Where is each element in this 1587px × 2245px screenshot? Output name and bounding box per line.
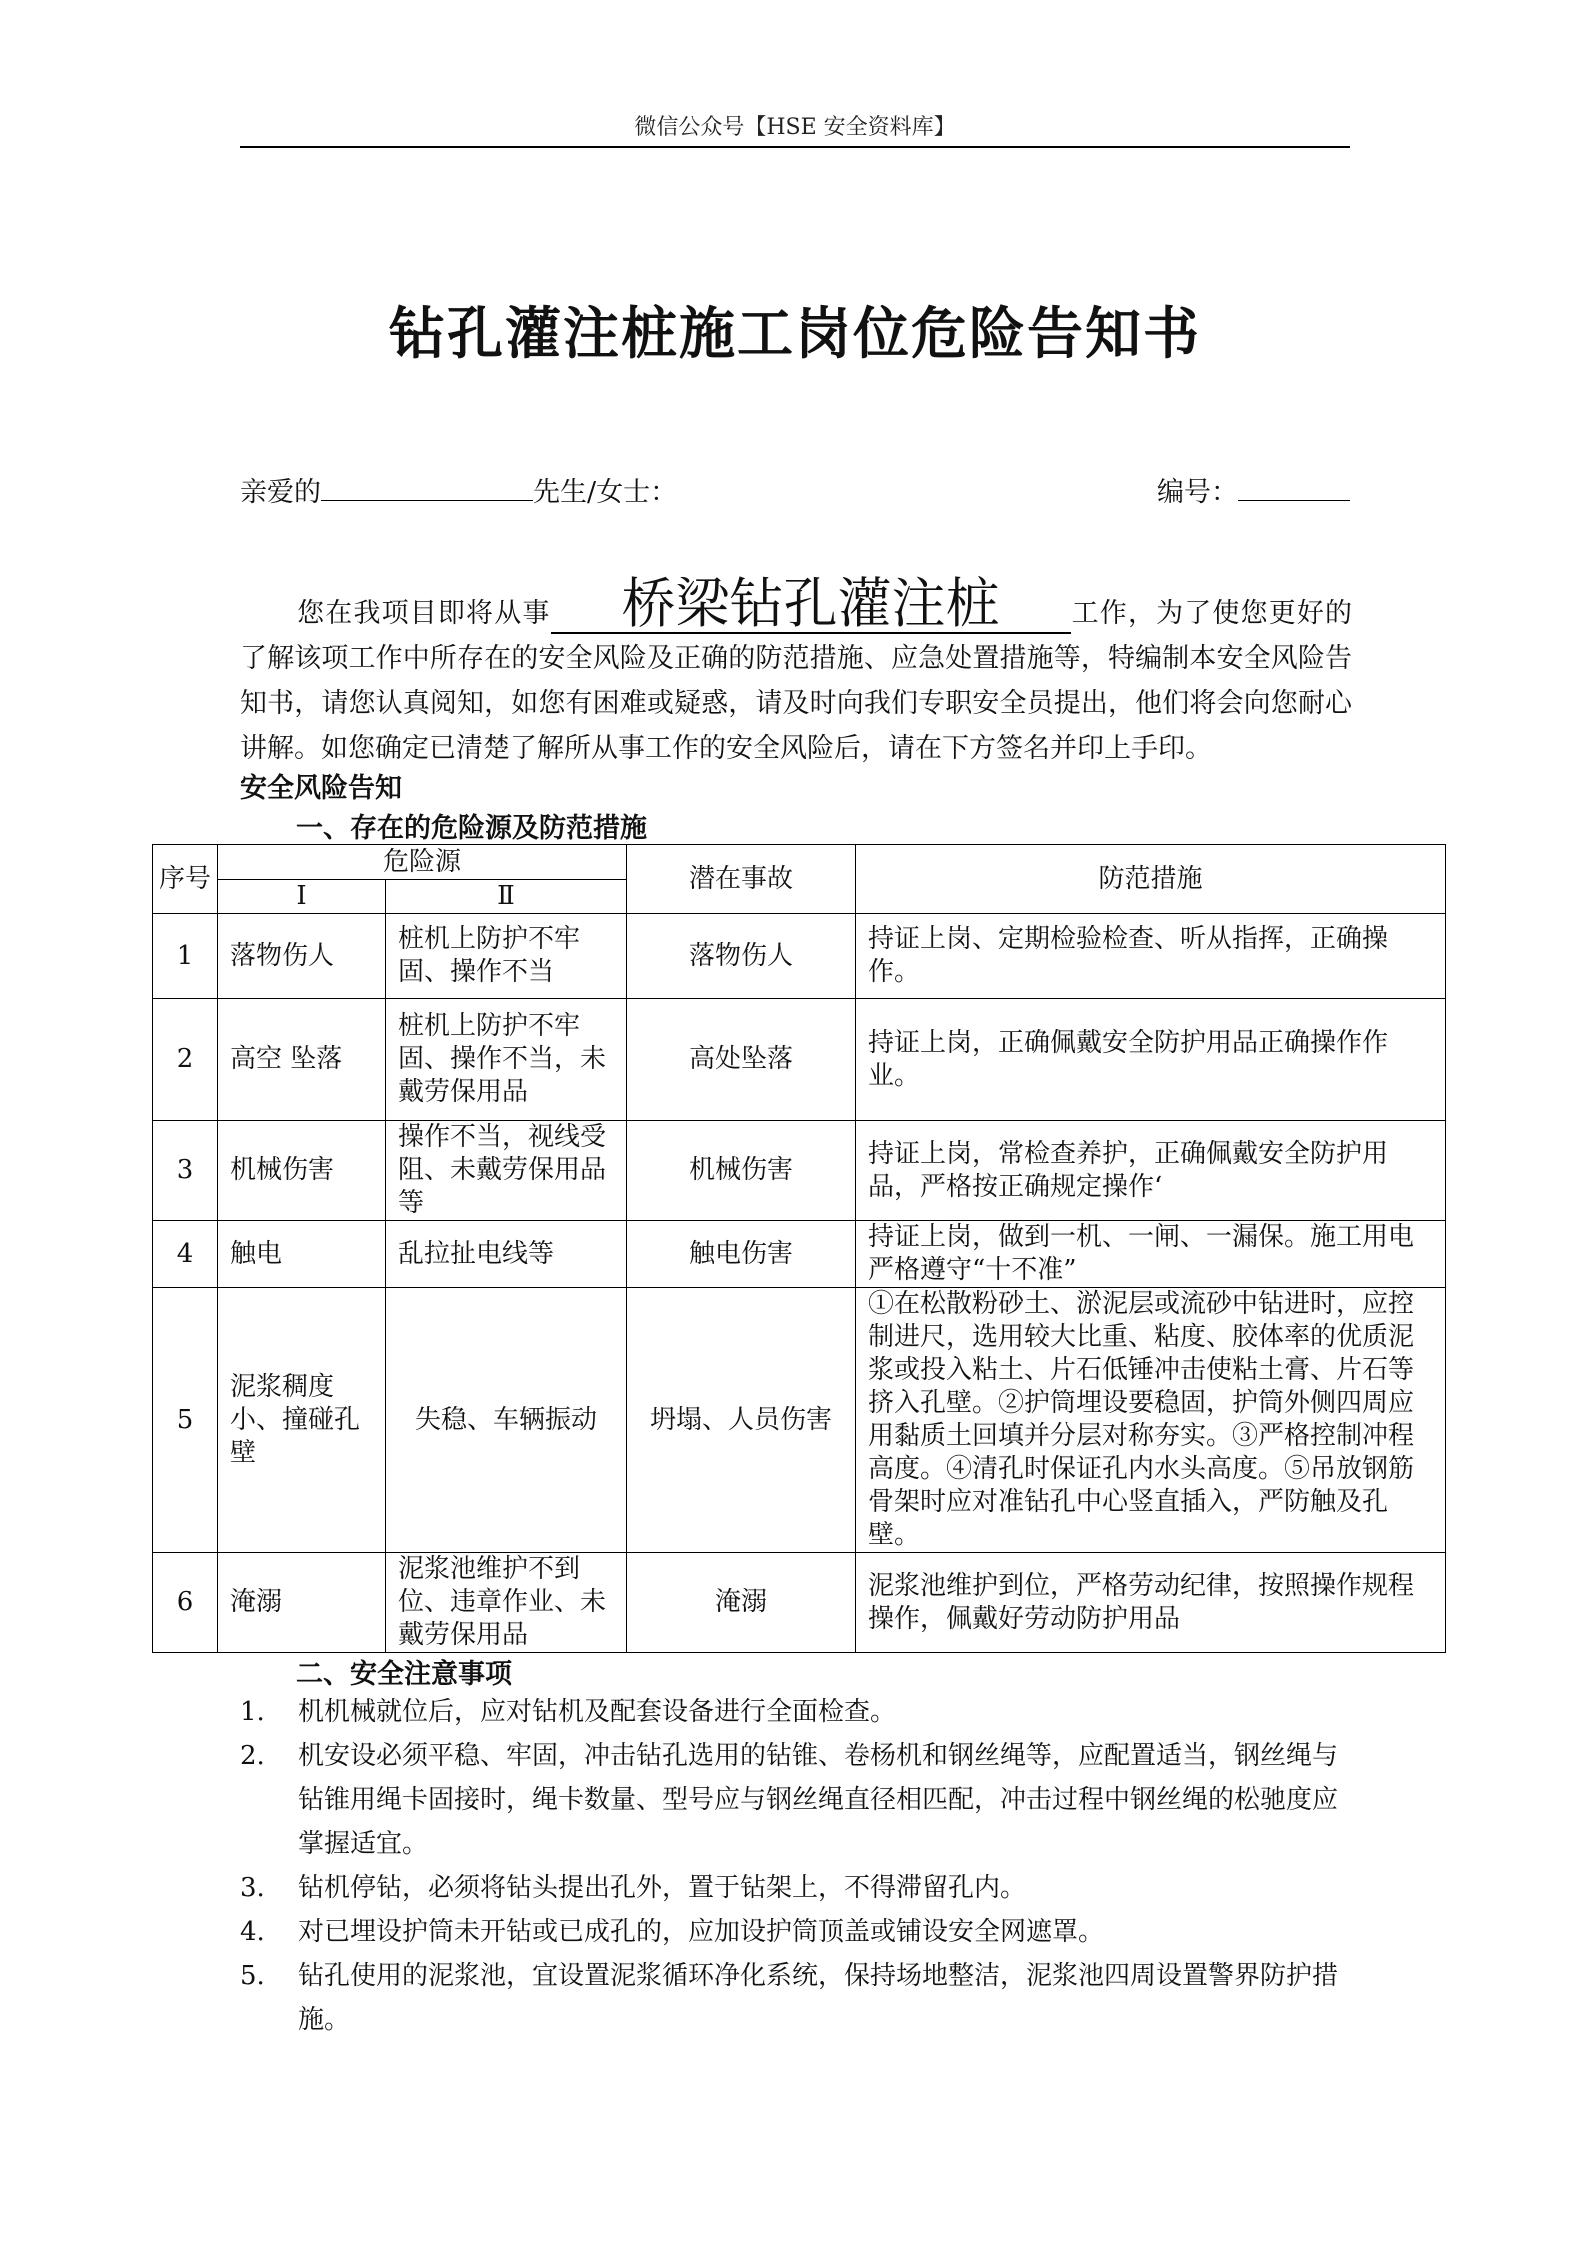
row-accident: 高处坠落 (627, 999, 856, 1121)
row-no: 3 (153, 1121, 218, 1221)
document-title: 钻孔灌注桩施工岗位危险告知书 (389, 302, 1201, 367)
header-hazard-1: Ⅰ (218, 880, 386, 914)
list-item (240, 1954, 1352, 2042)
table-row (153, 914, 1446, 999)
note-text: 机安设必须平稳、牢固，冲击钻孔选用的钻锥、卷杨机和钢丝绳等，应配置适当，钢丝绳与钻锥用绳卡固接时，绳卡数量、型号应与钢丝绳直径相匹配，冲击过程中钢丝绳的松驰度应掌握适宜。 (298, 1741, 1339, 1859)
row-measures: 泥浆池维护到位，严格劳动纪律，按照操作规程操作，佩戴好劳动防护用品 (856, 1553, 1446, 1653)
row-hazard-2: 失稳、车辆振动 (386, 1288, 627, 1553)
header-measures: 防范措施 (856, 845, 1446, 914)
note-text: 机机械就位后，应对钻机及配套设备进行全面检查。 (298, 1697, 897, 1727)
row-no: 1 (153, 914, 218, 999)
row-hazard-2: 泥浆池维护不到位、违章作业、未戴劳保用品 (386, 1553, 627, 1653)
note-text: 钻机停钻，必须将钻头提出孔外，置于钻架上，不得滞留孔内。 (298, 1873, 1027, 1903)
header-no: 序号 (153, 845, 218, 914)
table-row (153, 1553, 1446, 1653)
row-measures: 持证上岗、定期检验检查、听从指挥，正确操作。 (856, 914, 1446, 999)
row-hazard-1: 落物伤人 (218, 914, 386, 999)
row-accident: 机械伤害 (627, 1121, 856, 1221)
row-hazard-1: 高空 坠落 (218, 999, 386, 1121)
list-item (240, 1690, 1352, 1734)
list-item (240, 1734, 1352, 1866)
list-item (240, 1866, 1352, 1910)
list-item (240, 1910, 1352, 1954)
row-accident: 落物伤人 (627, 914, 856, 999)
row-hazard-2: 乱拉扯电线等 (386, 1221, 627, 1288)
intro-paragraph (240, 572, 1352, 771)
row-accident: 淹溺 (627, 1553, 856, 1653)
row-no: 6 (153, 1553, 218, 1653)
row-hazard-1: 泥浆稠度小、撞碰孔壁 (218, 1288, 386, 1553)
row-hazard-1: 淹溺 (218, 1553, 386, 1653)
note-number: 3. (240, 1873, 265, 1903)
row-measures: 持证上岗，做到一机、一闸、一漏保。施工用电严格遵守“十不准” (856, 1221, 1446, 1288)
row-no: 5 (153, 1288, 218, 1553)
job-name: 桥梁钻孔灌注桩 (551, 576, 1071, 634)
row-hazard-2: 操作不当，视线受阻、未戴劳保用品等 (386, 1121, 627, 1221)
salutation-suffix: 先生/女士： (533, 477, 678, 508)
section1-heading: 一、存在的危险源及防范措施 (296, 813, 647, 844)
row-hazard-1: 机械伤害 (218, 1121, 386, 1221)
hazard-table (152, 844, 1446, 1653)
safety-notes (240, 1690, 1352, 2042)
row-no: 4 (153, 1221, 218, 1288)
row-hazard-2: 桩机上防护不牢固、操作不当 (386, 914, 627, 999)
serial-blank (1238, 474, 1350, 501)
row-accident: 坍塌、人员伤害 (627, 1288, 856, 1553)
note-number: 2. (240, 1741, 265, 1771)
header-accident: 潜在事故 (627, 845, 856, 914)
header-hazard-2: Ⅱ (386, 880, 627, 914)
row-hazard-1: 触电 (218, 1221, 386, 1288)
row-hazard-2: 桩机上防护不牢固、操作不当，未戴劳保用品 (386, 999, 627, 1121)
section2-heading: 二、安全注意事项 (296, 1659, 512, 1690)
table-row (153, 999, 1446, 1121)
salutation (240, 470, 677, 509)
intro-before-job: 您在我项目即将从事 (296, 598, 551, 629)
header-rule (240, 146, 1350, 148)
name-blank (321, 474, 533, 501)
row-measures: 持证上岗，常检查养护，正确佩戴安全防护用品，严格按正确规定操作‘ (856, 1121, 1446, 1221)
table-row (153, 1288, 1446, 1553)
salutation-prefix: 亲爱的 (240, 477, 321, 508)
serial-number (1157, 470, 1350, 509)
intro-after-job: 工作，为了使您更好的了解该项工作中所存在的安全风险及正确的防范措施、应急处置措施等，特编制本安全风险告知书，请您认真阅知，如您有困难或疑惑，请及时向我们专职安全员提出，他们将会向您耐心讲解。如您确定已清楚了解所从事工作的安全风险后，请在下方签名并印上手印。 (240, 598, 1352, 764)
note-number: 5. (240, 1961, 265, 1991)
note-text: 钻孔使用的泥浆池，宜设置泥浆循环净化系统，保持场地整洁，泥浆池四周设置警界防护措施。 (298, 1961, 1339, 2035)
row-measures: ①在松散粉砂土、淤泥层或流砂中钻进时，应控制进尺，选用较大比重、粘度、胶体率的优质泥浆或投入粘土、片石低锤冲击使粘土膏、片石等挤入孔壁。②护筒埋设要稳固，护筒外侧四周应用黏质土回填并分层对称夯实。③严格控制冲程高度。④清孔时保证孔内水头高度。⑤吊放钢筋骨架时应对准钻孔中心竖直插入，严防触及孔壁。 (856, 1288, 1446, 1553)
page-header: 微信公众号【HSE 安全资料库】 (634, 115, 956, 140)
note-text: 对已埋设护筒未开钻或已成孔的，应加设护筒顶盖或铺设安全网遮罩。 (298, 1917, 1105, 1947)
row-no: 2 (153, 999, 218, 1121)
table-row (153, 1121, 1446, 1221)
row-measures: 持证上岗，正确佩戴安全防护用品正确操作作业。 (856, 999, 1446, 1121)
risk-section-heading: 安全风险告知 (240, 773, 402, 804)
table-row (153, 1221, 1446, 1288)
note-number: 1. (240, 1697, 265, 1727)
serial-label: 编号： (1157, 477, 1238, 508)
row-accident: 触电伤害 (627, 1221, 856, 1288)
header-hazard: 危险源 (218, 845, 627, 880)
note-number: 4. (240, 1917, 265, 1947)
